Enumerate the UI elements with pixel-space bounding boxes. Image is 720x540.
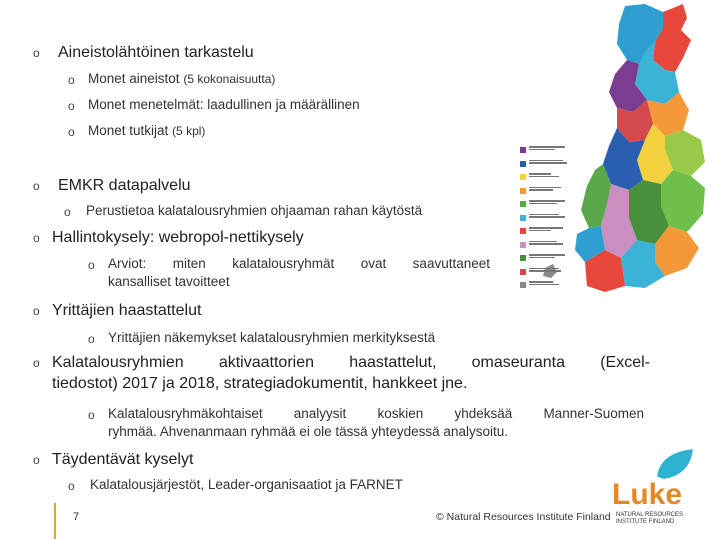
legend-item: [520, 186, 572, 200]
legend-swatch: [520, 269, 526, 275]
bullet-monet-aineistot: Monet aineistot (5 kokonaisuutta): [88, 71, 276, 86]
legend-swatch: [520, 215, 526, 221]
bullet-hallintokysely: Hallintokysely: webropol-nettikysely: [52, 229, 304, 246]
footer-accent-bar: [54, 503, 56, 539]
legend-item: [520, 267, 572, 281]
legend-item: [520, 213, 572, 227]
bullet-kalatalousryhmien-line1: Kalatalousryhmien aktivaattorien haastattelut, omaseuranta (Excel-: [52, 354, 650, 371]
bullet-marker: o: [68, 479, 75, 493]
luke-wordmark: Luke: [612, 478, 683, 511]
legend-item: [520, 199, 572, 213]
legend-item: [520, 240, 572, 254]
legend-item: [520, 253, 572, 267]
bullet-marker: o: [68, 99, 75, 113]
bullet-marker: o: [33, 356, 40, 370]
bullet-yrittajien-haastattelut: Yrittäjien haastattelut: [52, 302, 202, 319]
legend-swatch: [520, 161, 526, 167]
bullet-taydentavat-kyselyt: Täydentävät kyselyt: [52, 451, 194, 468]
leaf-icon: [658, 450, 692, 478]
legend-swatch: [520, 201, 526, 207]
bullet-marker: o: [33, 46, 40, 60]
bullet-marker: o: [88, 332, 95, 346]
legend-item: [520, 226, 572, 240]
legend-swatch: [520, 188, 526, 194]
bullet-kalatalousjarjestot: Kalatalousjärjestöt, Leader-organisaatiot ja FARNET: [90, 477, 403, 492]
legend-swatch: [520, 255, 526, 261]
bullet-monet-tutkijat: Monet tutkijat (5 kpl): [88, 123, 206, 138]
bullet-marker: o: [88, 258, 95, 272]
bullet-analyysit-line2: ryhmää. Ahvenanmaan ryhmää ei ole tässä yhteydessä analysoitu.: [108, 424, 508, 439]
bullet-marker: o: [68, 73, 75, 87]
luke-subtitle-2: INSTITUTE FINLAND: [616, 519, 675, 525]
legend-item: [520, 145, 572, 159]
legend-item: [520, 159, 572, 173]
map-legend: [520, 145, 572, 294]
legend-swatch: [520, 147, 526, 153]
luke-subtitle-1: NATURAL RESOURCES: [616, 512, 684, 518]
bullet-arviot-line2: kansalliset tavoitteet: [108, 274, 230, 289]
bullet-kalatalousryhmien-line2: tiedostot) 2017 ja 2018, strategiadokumentit, hankkeet jne.: [52, 375, 468, 392]
bullet-perustietoa: Perustietoa kalatalousryhmien ohjaaman rahan käytöstä: [86, 203, 423, 218]
bullet-marker: o: [64, 205, 71, 219]
bullet-marker: o: [33, 179, 40, 193]
bullet-marker: o: [88, 408, 95, 422]
legend-swatch: [520, 174, 526, 180]
bullet-marker: o: [33, 304, 40, 318]
legend-swatch: [520, 228, 526, 234]
bullet-emkr-datapalvelu: EMKR datapalvelu: [58, 177, 191, 194]
legend-swatch: [520, 242, 526, 248]
bullet-aineistolahtoinen: Aineistolähtöinen tarkastelu: [58, 44, 254, 61]
bullet-marker: o: [68, 125, 75, 139]
copyright-text: © Natural Resources Institute Finland: [436, 511, 611, 523]
legend-item: [520, 280, 572, 294]
bullet-arviot-line1: Arviot: miten kalatalousryhmät ovat saavuttaneet: [108, 256, 490, 271]
bullet-marker: o: [33, 231, 40, 245]
luke-logo: [610, 448, 695, 528]
page-number: 7: [73, 511, 80, 523]
bullet-yrittajien-nakemykset: Yrittäjien näkemykset kalatalousryhmien merkityksestä: [108, 330, 436, 345]
bullet-monet-menetelmat: Monet menetelmät: laadullinen ja määrällinen: [88, 97, 360, 112]
bullet-marker: o: [33, 453, 40, 467]
legend-item: [520, 172, 572, 186]
legend-swatch: [520, 282, 526, 288]
bullet-analyysit-line1: Kalatalousryhmäkohtaiset analyysit koskien yhdeksää Manner-Suomen: [108, 406, 644, 421]
